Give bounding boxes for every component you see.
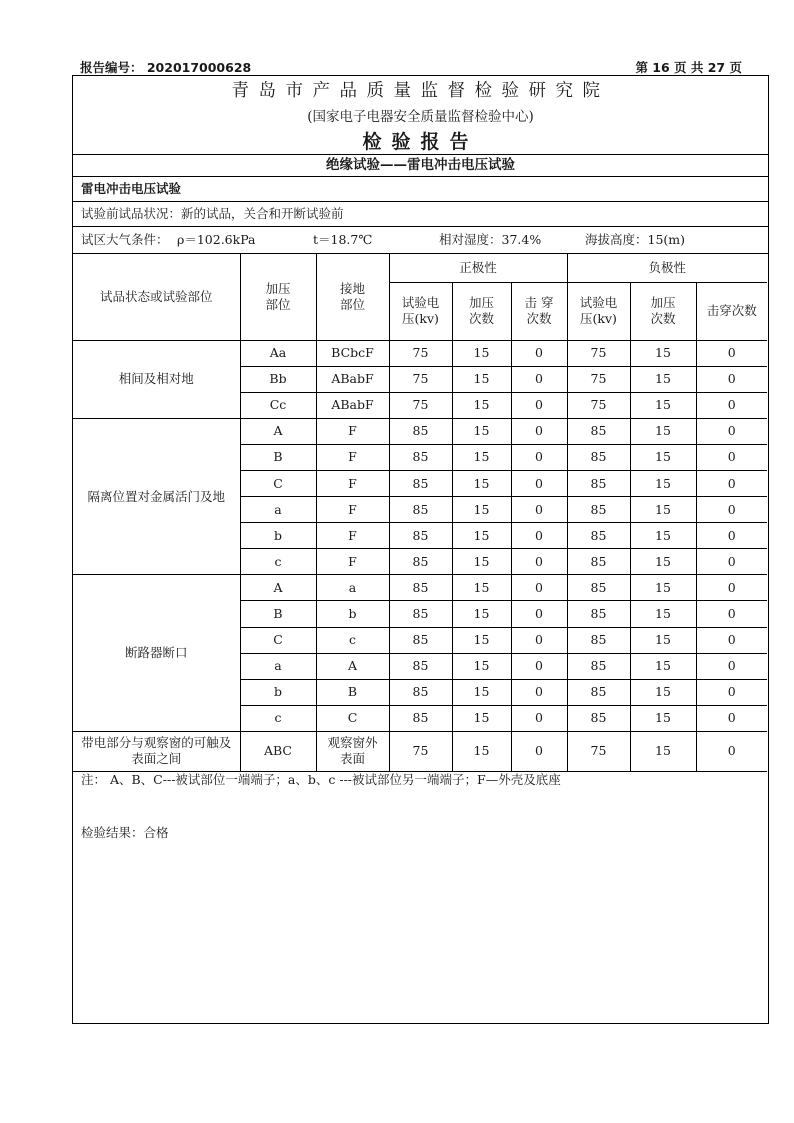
neg-breakdown-cell: 0 [696,444,767,470]
neg-breakdown-cell: 0 [696,627,767,653]
pos-times-cell: 15 [452,470,511,496]
pos-voltage-cell: 85 [389,679,452,705]
section-title: 雷电冲击电压试验 [73,177,768,202]
pos-breakdown-cell: 0 [511,549,567,575]
neg-voltage-cell: 85 [567,470,630,496]
neg-voltage-cell: 85 [567,653,630,679]
col-header-positive: 正极性 [389,254,567,282]
pos-voltage-cell: 85 [389,470,452,496]
pos-breakdown-cell: 0 [511,470,567,496]
conditions-prefix: 试区大气条件： [81,232,169,247]
pos-times-cell: 15 [452,444,511,470]
pos-breakdown-cell: 0 [511,705,567,731]
pos-breakdown-cell: 0 [511,366,567,392]
neg-voltage-cell: 75 [567,731,630,771]
neg-times-cell: 15 [630,340,696,366]
col-header-negative: 负极性 [567,254,767,282]
page-info: 第 16 页 共 27 页 [635,60,742,75]
neg-breakdown-cell: 0 [696,392,767,418]
altitude-value: 海拔高度：15(m) [585,232,686,247]
pos-times-cell: 15 [452,653,511,679]
institution-name: 青岛市产品质量监督检验研究院 [231,81,610,101]
neg-breakdown-cell: 0 [696,470,767,496]
neg-breakdown-cell: 0 [696,366,767,392]
col-header-apply: 加压部位 [240,254,316,340]
ground-cell: a [316,575,389,601]
ground-cell: BCbcF [316,340,389,366]
neg-breakdown-cell: 0 [696,497,767,523]
neg-voltage-cell: 75 [567,366,630,392]
pos-times-cell: 15 [452,549,511,575]
neg-breakdown-cell: 0 [696,549,767,575]
neg-voltage-cell: 75 [567,340,630,366]
pos-times-cell: 15 [452,731,511,771]
pos-times-cell: 15 [452,418,511,444]
pos-times-cell: 15 [452,627,511,653]
col-header-neg-times: 加压次数 [630,282,696,340]
apply-cell: Cc [240,392,316,418]
table-row [73,575,767,601]
footnote: 注： A、B、C---被试部位一端端子；a、b、c ---被试部位另一端端子；F—外壳及底座 [81,772,561,787]
atmospheric-conditions [73,227,768,254]
apply-cell: ABC [240,731,316,771]
pos-times-cell: 15 [452,679,511,705]
ground-cell: b [316,601,389,627]
ground-cell: F [316,497,389,523]
ground-cell: F [316,523,389,549]
ground-cell: F [316,418,389,444]
apply-cell: Aa [240,340,316,366]
group-label: 隔离位置对金属活门及地 [73,418,240,575]
pos-breakdown-cell: 0 [511,601,567,627]
table-row [73,340,767,366]
neg-times-cell: 15 [630,705,696,731]
temperature-value: t＝18.7℃ [313,232,373,247]
neg-times-cell: 15 [630,601,696,627]
neg-voltage-cell: 85 [567,523,630,549]
neg-times-cell: 15 [630,392,696,418]
apply-cell: C [240,627,316,653]
ground-cell: 观察窗外表面 [316,731,389,771]
neg-voltage-cell: 85 [567,444,630,470]
pos-breakdown-cell: 0 [511,627,567,653]
report-number: 报告编号： 202017000628 [80,60,252,75]
pos-voltage-cell: 85 [389,575,452,601]
group-label: 相间及相对地 [73,340,240,418]
pos-times-cell: 15 [452,523,511,549]
pos-voltage-cell: 85 [389,627,452,653]
neg-times-cell: 15 [630,549,696,575]
pos-times-cell: 15 [452,601,511,627]
report-title: 检验报告 [73,129,768,155]
report-frame [72,75,769,1024]
col-header-pos-breakdown: 击 穿次数 [511,282,567,340]
neg-times-cell: 15 [630,444,696,470]
apply-cell: B [240,601,316,627]
neg-voltage-cell: 85 [567,705,630,731]
neg-breakdown-cell: 0 [696,575,767,601]
pos-voltage-cell: 75 [389,340,452,366]
neg-breakdown-cell: 0 [696,523,767,549]
pos-times-cell: 15 [452,340,511,366]
pos-breakdown-cell: 0 [511,523,567,549]
neg-voltage-cell: 75 [567,392,630,418]
inspection-result: 检验结果：合格 [81,825,169,840]
pos-voltage-cell: 85 [389,418,452,444]
pos-voltage-cell: 85 [389,653,452,679]
ground-cell: A [316,653,389,679]
neg-breakdown-cell: 0 [696,705,767,731]
ground-cell: c [316,627,389,653]
pos-breakdown-cell: 0 [511,731,567,771]
neg-voltage-cell: 85 [567,601,630,627]
table-row [73,418,767,444]
apply-cell: a [240,653,316,679]
neg-times-cell: 15 [630,731,696,771]
pos-voltage-cell: 75 [389,731,452,771]
neg-breakdown-cell: 0 [696,653,767,679]
neg-voltage-cell: 85 [567,627,630,653]
neg-breakdown-cell: 0 [696,731,767,771]
neg-voltage-cell: 85 [567,575,630,601]
ground-cell: B [316,679,389,705]
pos-breakdown-cell: 0 [511,497,567,523]
pre-test-state: 试验前试品状况：新的试品，关合和开断试验前 [73,202,768,227]
group-label: 带电部分与观察窗的可触及表面之间 [73,731,240,771]
apply-cell: c [240,549,316,575]
neg-breakdown-cell: 0 [696,601,767,627]
neg-times-cell: 15 [630,653,696,679]
ground-cell: C [316,705,389,731]
pos-times-cell: 15 [452,392,511,418]
neg-breakdown-cell: 0 [696,679,767,705]
pos-voltage-cell: 85 [389,601,452,627]
ground-cell: ABabF [316,392,389,418]
ground-cell: F [316,470,389,496]
apply-cell: B [240,444,316,470]
neg-times-cell: 15 [630,679,696,705]
pos-times-cell: 15 [452,575,511,601]
apply-cell: b [240,679,316,705]
pos-voltage-cell: 75 [389,366,452,392]
pos-voltage-cell: 85 [389,705,452,731]
apply-cell: A [240,418,316,444]
neg-times-cell: 15 [630,470,696,496]
neg-voltage-cell: 85 [567,497,630,523]
pos-times-cell: 15 [452,705,511,731]
neg-voltage-cell: 85 [567,679,630,705]
neg-times-cell: 15 [630,418,696,444]
neg-voltage-cell: 85 [567,418,630,444]
col-header-pos-times: 加压次数 [452,282,511,340]
impulse-test-table [73,254,767,772]
pos-voltage-cell: 85 [389,523,452,549]
pos-breakdown-cell: 0 [511,679,567,705]
pos-times-cell: 15 [452,366,511,392]
institution-subtitle: (国家电子电器安全质量监督检验中心) [307,109,534,125]
apply-cell: C [240,470,316,496]
col-header-ground: 接地部位 [316,254,389,340]
apply-cell: b [240,523,316,549]
table-row [73,731,767,771]
neg-breakdown-cell: 0 [696,340,767,366]
pos-breakdown-cell: 0 [511,418,567,444]
neg-times-cell: 15 [630,575,696,601]
pos-breakdown-cell: 0 [511,340,567,366]
apply-cell: Bb [240,366,316,392]
ground-cell: ABabF [316,366,389,392]
apply-cell: c [240,705,316,731]
col-header-neg-breakdown: 击穿次数 [696,282,767,340]
pos-voltage-cell: 85 [389,497,452,523]
test-title: 绝缘试验——雷电冲击电压试验 [73,155,768,177]
apply-cell: A [240,575,316,601]
neg-times-cell: 15 [630,627,696,653]
ground-cell: F [316,444,389,470]
pos-breakdown-cell: 0 [511,444,567,470]
group-label: 断路器断口 [73,575,240,732]
pos-voltage-cell: 75 [389,392,452,418]
neg-voltage-cell: 85 [567,549,630,575]
pos-times-cell: 15 [452,497,511,523]
pressure-value: ρ＝102.6kPa [177,232,256,247]
pos-breakdown-cell: 0 [511,575,567,601]
ground-cell: F [316,549,389,575]
col-header-state: 试品状态或试验部位 [73,254,240,340]
neg-times-cell: 15 [630,497,696,523]
pos-breakdown-cell: 0 [511,653,567,679]
col-header-neg-voltage: 试验电压(kv) [567,282,630,340]
neg-breakdown-cell: 0 [696,418,767,444]
apply-cell: a [240,497,316,523]
col-header-pos-voltage: 试验电压(kv) [389,282,452,340]
pos-breakdown-cell: 0 [511,392,567,418]
neg-times-cell: 15 [630,523,696,549]
pos-voltage-cell: 85 [389,444,452,470]
pos-voltage-cell: 85 [389,549,452,575]
neg-times-cell: 15 [630,366,696,392]
humidity-value: 相对湿度：37.4% [439,232,542,247]
